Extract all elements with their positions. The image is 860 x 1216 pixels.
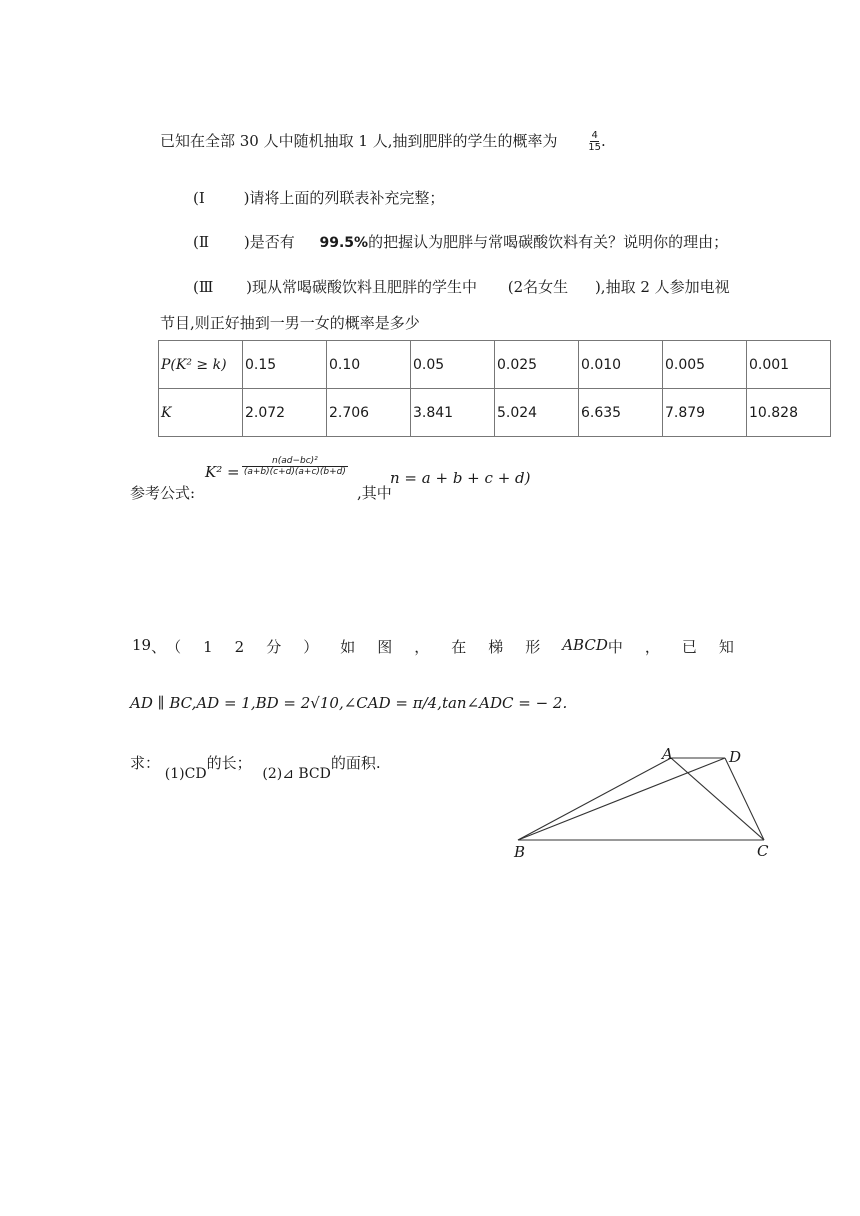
point-label-D: D (729, 748, 742, 766)
critical-value-table (158, 340, 831, 437)
table-row-k (159, 389, 831, 437)
table-cell: 6.635 (579, 389, 663, 437)
point-label-A: A (662, 745, 673, 763)
table-cell: 0.005 (663, 341, 747, 389)
table-row-p (159, 341, 831, 389)
formula-lhs: K² = (205, 463, 240, 481)
question-3: (Ⅲ )现从常喝碳酸饮料且肥胖的学生中 (2名女生 ),抽取 2 人参加电视 (193, 278, 730, 296)
question-2: (Ⅱ )是否有 99.5%的把握认为肥胖与常喝碳酸饮料有关？说明你的理由； (193, 233, 729, 251)
formula-mid: ,其中 (357, 484, 392, 502)
q1-text: 请将上面的列联表补充完整； (249, 189, 445, 207)
table-cell: 2.072 (243, 389, 327, 437)
problem-number: 19 (132, 636, 152, 654)
table-cell: 2.706 (327, 389, 411, 437)
problem-19-header: 19 、 （12分） 如图，在梯形 ABCD 中，已知 (132, 636, 756, 656)
q3-mark: (Ⅲ (193, 278, 214, 296)
question-3-continued: 节目,则正好抽到一男一女的概率是多少 (160, 314, 420, 332)
formula-n-definition: n = a + b + c + d) (390, 469, 531, 487)
table-cell: 0.010 (579, 341, 663, 389)
table-cell: 10.828 (747, 389, 831, 437)
given-conditions: AD ∥ BC,AD = 1,BD = 2√10,∠CAD = π/4,tan∠ADC = − 2. (130, 694, 568, 712)
intro-text: 已知在全部 30 人中随机抽取 1 人,抽到肥胖的学生的概率为 (160, 132, 558, 150)
q2-mark: (Ⅱ (193, 233, 210, 251)
q1-mark: (Ⅰ (193, 189, 205, 207)
table-cell: 0.15 (243, 341, 327, 389)
trapezoid-figure (500, 740, 800, 870)
q2-percent: 99.5% (319, 235, 369, 251)
table-cell: 7.879 (663, 389, 747, 437)
point-label-C: C (757, 842, 769, 860)
segment-BD (518, 758, 725, 840)
table-cell: 0.05 (411, 341, 495, 389)
segment-AC (671, 758, 764, 840)
table-cell: 5.024 (495, 389, 579, 437)
intro-line: 已知在全部 30 人中随机抽取 1 人,抽到肥胖的学生的概率为 $\frac{4}{15}$ . (160, 130, 606, 153)
table-header-p: P(K² ≥ k) (159, 341, 243, 389)
segment-AB (518, 758, 671, 840)
formula-label: 参考公式: (130, 484, 196, 502)
table-header-k: K (159, 389, 243, 437)
table-cell: 3.841 (411, 389, 495, 437)
part-2: (2)⊿ BCD (262, 766, 331, 782)
ask-line: 求： (1)CD的长； (2)⊿ BCD的面积. (130, 754, 381, 782)
segment-CD (725, 758, 764, 840)
problem-score: （12分） (166, 638, 341, 656)
table-cell: 0.10 (327, 341, 411, 389)
table-cell: 0.025 (495, 341, 579, 389)
question-1: (Ⅰ )请将上面的列联表补充完整； (193, 189, 445, 207)
probability-fraction: $\frac{4}{15}$ (588, 130, 601, 153)
part-1: (1)CD (164, 766, 207, 782)
point-label-B: B (514, 843, 526, 861)
trapezoid-name: ABCD (562, 636, 608, 654)
formula-fraction: $\frac{\text{n(ad−bc)²}}{(a+b)(c+d)(a+c)(b+d)}$ (243, 455, 346, 477)
table-cell: 0.001 (747, 341, 831, 389)
